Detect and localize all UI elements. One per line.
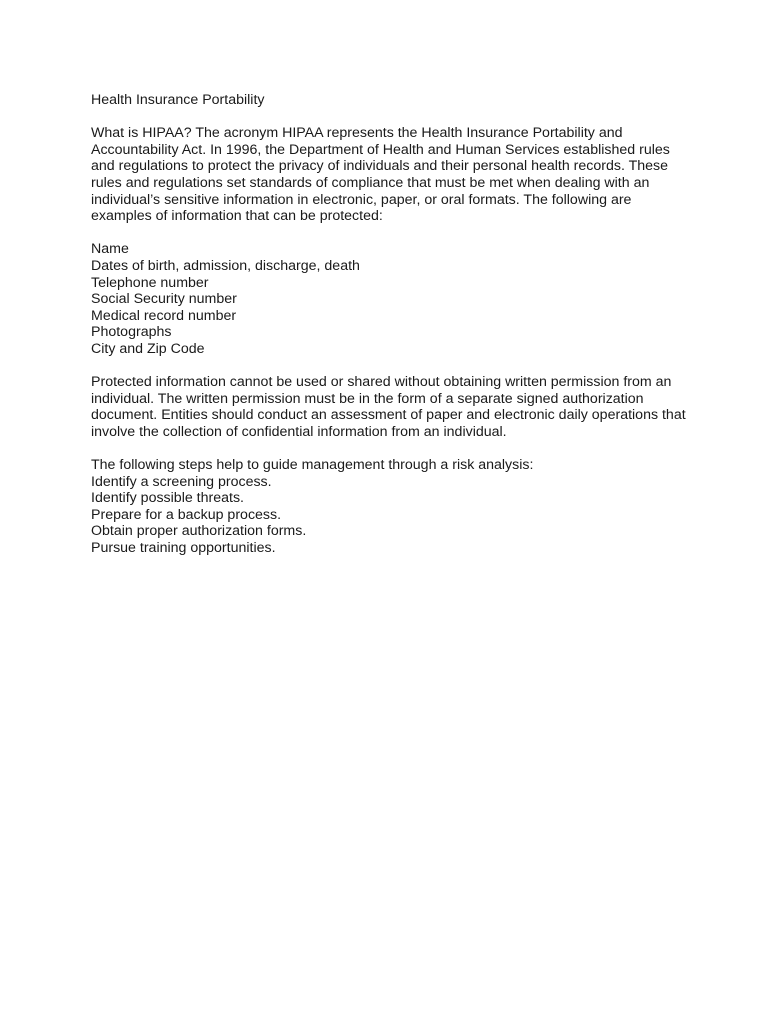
spacer [91, 358, 691, 375]
list-item: Medical record number [91, 307, 237, 324]
list-item: Identify a screening process. [91, 473, 272, 490]
spacer [91, 440, 691, 457]
list-item: Name [91, 241, 129, 258]
intro-paragraph: What is HIPAA? The acronym HIPAA represents the Health Insurance Portability and Accountability Act. In 1996, the Department of Health and Human Services established rules and regulations to protect the privacy of individuals and their personal health records. These rules and regulations set standards of compliance that must be met when dealing with an individual’s sensitive information in electronic, paper, or oral formats. The following are examples of information that can be protected: [91, 125, 670, 225]
list-item: Pursue training opportunities. [91, 540, 276, 557]
spacer [91, 109, 691, 126]
list-item: Identify possible threats. [91, 490, 244, 507]
list-item: Obtain proper authorization forms. [91, 523, 307, 540]
permission-paragraph: Protected information cannot be used or shared without obtaining written permission from an individual. The written permission must be in the form of a separate signed authorization document. Entities should conduct an assessment of paper and electronic daily operations that involve the collection of confidential information from an individual. [91, 374, 686, 440]
list-item: Photographs [91, 324, 172, 341]
document-page [91, 92, 691, 557]
list-item: Dates of birth, admission, discharge, death [91, 257, 360, 274]
spacer [91, 225, 691, 242]
steps-intro: The following steps help to guide management through a risk analysis: [91, 457, 534, 474]
list-item: Social Security number [91, 291, 237, 308]
steps-list [91, 474, 691, 557]
list-item: Prepare for a backup process. [91, 506, 282, 523]
document-title: Health Insurance Portability [91, 92, 265, 108]
list-item: Telephone number [91, 274, 209, 291]
list-item: City and Zip Code [91, 340, 205, 357]
protected-items-list [91, 241, 691, 357]
